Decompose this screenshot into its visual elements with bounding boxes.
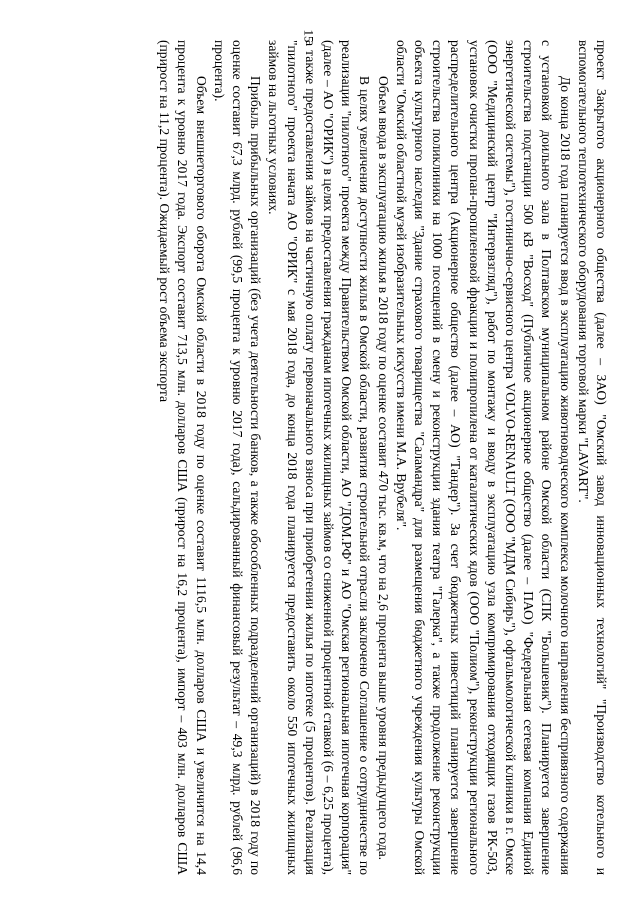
paragraph-commissioning-2018: До конца 2018 года планируется ввод в эксплуатацию животноводческого комплекса молочного направления беспривязного содержания с установкой доильного зала в Полтавском муниципальном районе Омской области (СПК "Большевик"). Планируется завершение строительства подстанции 500 кВ "Восход" (Публичное акционерное общество (далее – ПАО) "Федеральная сетевая компания Единой энергетической системы"), гостинично-сервисного центра VOLVO-RENAULT (ООО "МДМ Сибирь"), офтальмологической клиники в г. Омске (ООО "Медицинский центр "Интервзгляд"), работ по монтажу и вводу в эксплуатацию узла компримирования отходящих газов РК-503, установок очистки пропан-пропиленовой фракции и полипропилена от каталитических ядов (ООО "Полиом"), реконструкции регионального распределительного центра (Акционерное общество (далее – АО) "Тандер"). За счет бюджетных инвестиций планируется завершение строительства поликлиники на 1000 посещений в смену и реконструкции здания театра "Галерка", а также продолжение реконструкции объекта культурного наследия "Здание страхового товарищества "Саламандра" для размещения бюджетного учреждения культуры Омской области "Омский областной музей изобразительных искусств имени М.А. Врубеля". — [393, 40, 573, 875]
page-number: 15 — [301, 29, 317, 43]
document-body — [50, 40, 610, 875]
paragraph-project-lavart: проект Закрытого акционерного общества (далее – ЗАО) "Омский завод инновационных технологий" "Производство котельного и вспомогательного теплотехнического оборудования торговой марки "LAVART". — [575, 40, 609, 875]
paragraph-housing-volume: Объем ввода в эксплуатацию жилья в 2018 году по оценке составит 470 тыс. кв.м, что на 2,6 процента выше уровня предыдущего года. — [375, 76, 391, 861]
paragraph-profit: Прибыль прибыльных организаций (без учета деятельности банков, а также обособленных подразделений организаций) в 2018 году по оценке составит 67,3 млрд. рублей (99,5 процента к уровню 2017 года), сальдированный финансовый результат – 49,3 млрд. рублей (96,6 процента). — [211, 40, 264, 875]
paragraph-housing-affordability: В целях увеличения доступности жилья в Омской области, развития строительной отрасли заключено Соглашение о сотрудничестве по реализации "пилотного" проекта между Правительством Омской области, АО "ДОМ.РФ" и АО "Омская региональная ипотечная корпорация" (далее – АО "ОРИК") в целях предоставления гражданам ипотечных жилищных займов со сниженной процентной ставкой (6 – 6,25 процента), а также предоставления займов на частичную оплату первоначального взноса при приобретении жилья по ипотеке (5 процентов). Реализация "пилотного" проекта начата АО "ОРИК" с мая 2018 года, до конца 2018 года планируется предоставить около 550 ипотечных жилищных займов на льготных условиях. — [266, 40, 373, 875]
paragraph-foreign-trade: Объем внешнеторгового оборота Омской области в 2018 году по оценке составит 1116,5 млн. долларов США и увеличится на 14,4 процента к уровню 2017 года. Экспорт составит 713,5 млн. долларов США (прирост на 16,2 процента), импорт – 403 млн. долларов США (прирост на 11,2 процента). Ожидаемый рост объема экспорта — [157, 40, 209, 875]
